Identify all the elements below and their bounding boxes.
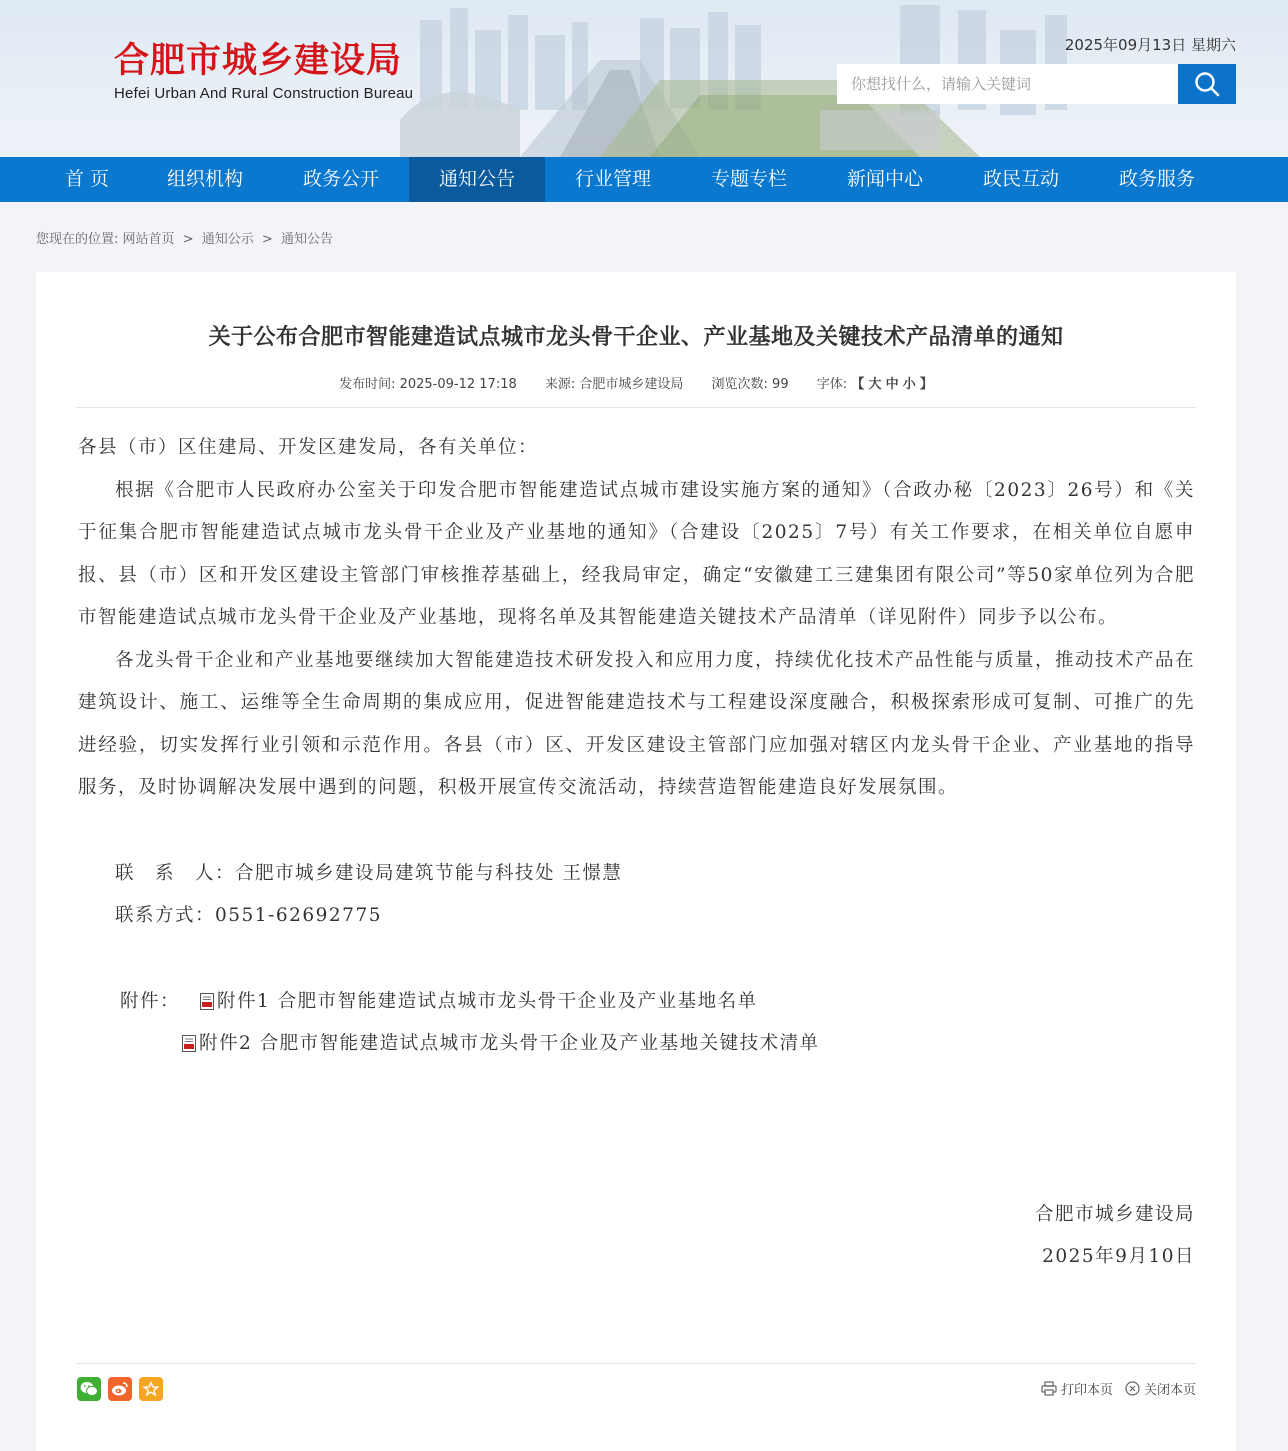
site-logo[interactable] [114, 40, 413, 102]
spacer [78, 810, 1195, 853]
print-page-label: 打印本页 [1060, 1383, 1113, 1398]
article-card [36, 272, 1236, 1451]
wechat-icon [80, 1381, 98, 1397]
attachment-label: 附件： [120, 990, 181, 1012]
paragraph-2: 各龙头骨干企业和产业基地要继续加大智能建造技术研发投入和应用力度，持续优化技术产品性能与质量，推动技术产品在建筑设计、施工、运维等全生命周期的集成应用，促进智能建造技术与工程建设深度融合，积极探索形成可复制、可推广的先进经验，切实发挥行业引领和示范作用。各县（市）区、开发区建设主管部门应加强对辖区内龙头骨干企业、产业基地的指导服务，及时协调解决发展中遇到的问题，积极开展宣传交流活动，持续营造智能建造良好发展氛围。 [78, 649, 1196, 798]
font-size-controls [817, 377, 933, 392]
font-size-large-button[interactable]: 大 [868, 377, 882, 392]
font-size-bracket-open: 【 [851, 377, 865, 392]
favorite-button[interactable] [139, 1377, 163, 1401]
breadcrumb-item-home[interactable]: 网站首页 [122, 232, 175, 247]
article-title: 关于公布合肥市智能建造试点城市龙头骨干企业、产业基地及关键技术产品清单的通知 [208, 325, 1064, 350]
logo-chinese-name: 合肥市城乡建设局 [114, 40, 403, 81]
print-page-button[interactable] [1041, 1379, 1113, 1398]
weibo-icon [111, 1381, 129, 1397]
attachment-row-1 [78, 981, 1195, 1024]
divider [76, 407, 1196, 408]
nav-item-industry-management[interactable]: 行业管理 [574, 168, 651, 190]
share-buttons [77, 1377, 163, 1401]
share-wechat-button[interactable] [77, 1377, 101, 1401]
divider [76, 1363, 1196, 1364]
breadcrumb-separator: > [182, 232, 194, 247]
breadcrumb-prefix: 您现在的位置: [36, 232, 119, 247]
star-icon [143, 1381, 159, 1397]
nav-item-home[interactable]: 首 页 [64, 168, 110, 190]
site-header [0, 0, 1288, 157]
font-size-medium-button[interactable]: 中 [885, 377, 899, 392]
search-input[interactable] [837, 64, 1178, 104]
spacer [78, 1066, 1195, 1194]
attachment-link-1[interactable] [200, 981, 758, 1024]
article-body [78, 427, 1195, 1279]
search-button[interactable] [1178, 64, 1236, 104]
nav-item-special-topics[interactable]: 专题专栏 [710, 168, 787, 190]
share-weibo-button[interactable] [108, 1377, 132, 1401]
paragraph-1: 根据《合肥市人民政府办公室关于印发合肥市智能建造试点城市建设实施方案的通知》（合政办秘〔2023〕26号）和《关于征集合肥市智能建造试点城市龙头骨干企业及产业基地的通知》（合建设〔2025〕7号）有关工作要求，在相关单位自愿申报、县（市）区和开发区建设主管部门审核推荐基础上，经我局审定，确定“安徽建工三建集团有限公司”等50家单位列为合肥市智能建造试点城市龙头骨干企业及产业基地，现将名单及其智能建造关键技术产品清单（详见附件）同步予以公布。 [78, 479, 1195, 628]
logo-english-name: Hefei Urban And Rural Construction Bureau [114, 85, 414, 102]
nav-item-news-center[interactable]: 新闻中心 [846, 168, 923, 190]
breadcrumb-item-notices-parent[interactable]: 通知公示 [201, 232, 254, 247]
font-size-label: 字体: [816, 377, 848, 392]
publish-time: 发布时间: 2025-09-12 17:18 [339, 377, 517, 392]
page-tools [1041, 1379, 1196, 1398]
nav-item-government-services[interactable]: 政务服务 [1118, 168, 1195, 190]
attachment-link-2[interactable] [182, 1023, 820, 1066]
view-count: 浏览次数: 99 [711, 377, 789, 392]
close-page-button[interactable] [1125, 1379, 1196, 1398]
attachment-row-2 [78, 1023, 1195, 1066]
nav-item-organization[interactable]: 组织机构 [166, 168, 243, 190]
printer-icon [1041, 1381, 1057, 1396]
search-bar [837, 64, 1236, 104]
attachment-title-1: 附件1 合肥市智能建造试点城市龙头骨干企业及产业基地名单 [217, 990, 758, 1012]
nav-item-government-affairs[interactable]: 政务公开 [302, 168, 379, 190]
attachment-title-2: 附件2 合肥市智能建造试点城市龙头骨干企业及产业基地关键技术清单 [199, 1033, 820, 1054]
signing-date: 2025年9月10日 [1042, 1246, 1195, 1267]
nav-item-notices[interactable]: 通知公告 [409, 157, 545, 202]
font-size-small-button[interactable]: 小 [902, 377, 916, 392]
article-source: 来源: 合肥市城乡建设局 [544, 377, 684, 392]
close-page-label: 关闭本页 [1143, 1383, 1196, 1398]
nav-item-public-interaction[interactable]: 政民互动 [982, 168, 1059, 190]
main-navigation [0, 157, 1288, 202]
salutation: 各县（市）区住建局、开发区建发局，各有关单位： [78, 437, 539, 458]
contact-phone: 联系方式：0551-62692775 [115, 905, 382, 926]
contact-person: 联 系 人：合肥市城乡建设局建筑节能与科技处 王憬慧 [115, 862, 623, 884]
breadcrumb-separator: > [261, 232, 273, 247]
pdf-file-icon [182, 1035, 197, 1052]
breadcrumb [36, 228, 333, 247]
signing-organization: 合肥市城乡建设局 [1034, 1203, 1195, 1225]
close-circle-icon [1125, 1381, 1140, 1396]
spacer [78, 938, 1195, 981]
search-icon [1194, 71, 1220, 97]
article-meta [36, 373, 1236, 392]
font-size-bracket-close: 】 [919, 377, 933, 392]
breadcrumb-item-notices[interactable]: 通知公告 [280, 232, 333, 247]
pdf-file-icon [200, 993, 215, 1010]
current-date: 2025年09月13日 星期六 [1064, 36, 1236, 54]
